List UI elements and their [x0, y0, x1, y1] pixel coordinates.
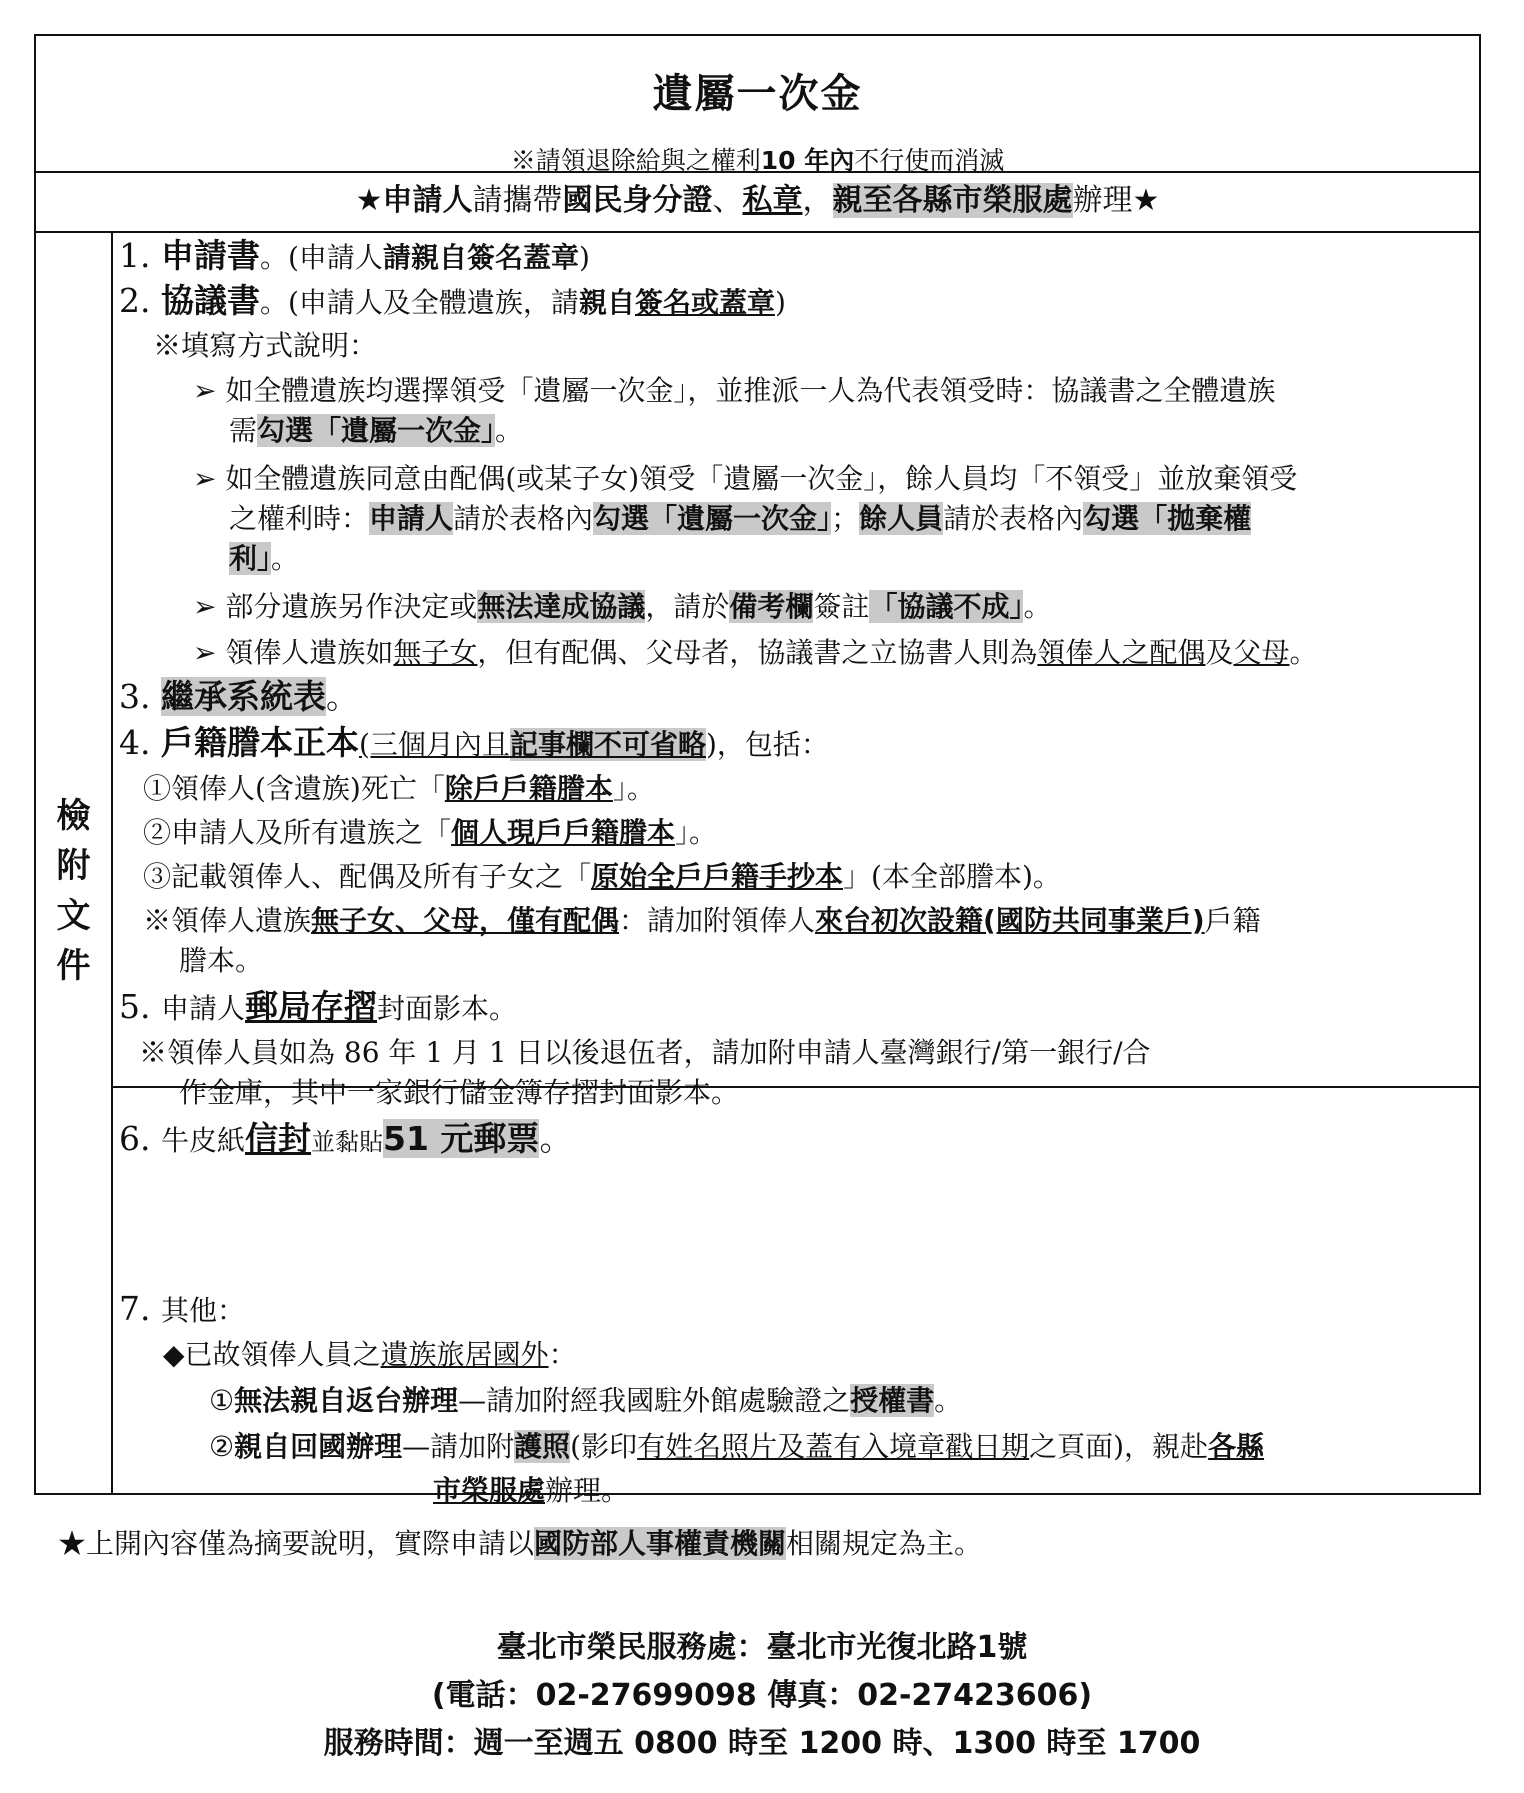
item-household-register: 4. 戶籍謄本正本(三個月內且記事欄不可省略)，包括：: [119, 723, 829, 762]
side-column: [36, 231, 113, 1493]
star-icon: ★: [1132, 183, 1160, 218]
register-sub-item: ③記載領俸人、配偶及所有子女之「原始全戶戶籍手抄本」(本全部謄本)。: [143, 860, 1061, 893]
office-hours: 服務時間：週一至週五 0800 時至 1200 時、1300 時至 1700: [323, 1726, 1201, 1761]
arrow-icon: ➢: [193, 636, 217, 669]
item-other: 7. 其他：: [119, 1289, 246, 1328]
register-sub-item: ②申請人及所有遺族之「個人現戶戶籍謄本」。: [143, 816, 718, 849]
form-sheet: [34, 34, 1481, 1507]
item-succession-chart: 3. 繼承系統表。: [119, 677, 359, 716]
office-address: 臺北市榮民服務處：臺北市光復北路1號: [496, 1630, 1028, 1665]
item-agreement: 2. 協議書。(申請人及全體遺族，請親自簽名或蓋章): [119, 281, 786, 320]
expiry-notice: ※請領退除給與之權利10 年內不行使而消滅: [510, 146, 1005, 175]
passbook-note: ※領俸人員如為 86 年 1 月 1 日以後退伍者，請加附申請人臺灣銀行/第一銀行/合: [139, 1036, 1151, 1069]
overseas-sub-item: ①無法親自返台辦理—請加附經我國駐外館處驗證之授權書。: [209, 1384, 963, 1417]
item-application-form: 1. 申請書。(申請人請親自簽名蓋章): [119, 236, 590, 275]
overseas-sub-item: ②親自回國辦理—請加附護照(影印有姓名照片及蓋有入境章戳日期之頁面)，親赴各縣: [209, 1430, 1265, 1463]
arrow-icon: ➢: [193, 590, 217, 623]
register-note: ※領俸人遺族無子女、父母，僅有配偶：請加附領俸人來台初次設籍(國防共同事業戶)戶籍: [143, 904, 1261, 937]
applicant-banner: ★申請人請攜帶國民身分證、私章，親至各縣市榮服處辦理★: [36, 171, 1479, 233]
instruction-bullet: ➢ 部分遺族另作決定或無法達成協議，請於備考欄簽註「協議不成」。: [193, 590, 1052, 623]
item-envelope: 6. 牛皮紙信封並黏貼51 元郵票。: [119, 1119, 573, 1158]
register-sub-item: ①領俸人(含遺族)死亡「除戶戶籍謄本」。: [143, 772, 655, 805]
page-title: 遺屬一次金: [652, 71, 863, 117]
title-section: [36, 36, 1479, 173]
disclaimer-note: ★上開內容僅為摘要說明，實際申請以國防部人事權責機關相關規定為主。: [58, 1527, 983, 1560]
arrow-icon: ➢: [193, 374, 217, 407]
overseas-heading: ◆已故領俸人員之遺族旅居國外：: [163, 1338, 577, 1371]
fill-instructions-heading: ※填寫方式說明：: [153, 329, 378, 362]
item-postal-passbook: 5. 申請人郵局存摺封面影本。: [119, 987, 518, 1026]
instruction-bullet: ➢ 如全體遺族同意由配偶(或某子女)領受「遺屬一次金」，餘人員均「不領受」並放棄領受: [193, 462, 1298, 495]
document-list: [113, 231, 1479, 1507]
overseas-sub-item-cont: 市榮服處辦理。: [433, 1474, 630, 1507]
instruction-bullet: ➢ 如全體遺族均選擇領受「遺屬一次金」，並推派一人為代表領受時：協議書之全體遺族: [193, 374, 1276, 407]
instruction-bullet: ➢ 領俸人遺族如無子女，但有配偶、父母者，協議書之立協書人則為領俸人之配偶及父母。: [193, 636, 1318, 669]
star-icon: ★: [355, 183, 383, 218]
register-note-cont: 謄本。: [179, 944, 264, 977]
instruction-bullet-cont: 需勾選「遺屬一次金」。: [229, 414, 524, 447]
instruction-bullet-cont: 之權利時：申請人請於表格內勾選「遺屬一次金」；餘人員請於表格內勾選「拋棄權: [229, 502, 1252, 535]
passbook-note-cont: 作金庫，其中一家銀行儲金簿存摺封面影本。: [179, 1076, 740, 1109]
office-phone-fax: (電話：02-27699098 傳真：02-27423606): [431, 1678, 1093, 1713]
side-label-attached-documents: 檢 附 文 件: [56, 796, 91, 986]
instruction-bullet-cont: 利」。: [229, 542, 300, 575]
arrow-icon: ➢: [193, 462, 217, 495]
